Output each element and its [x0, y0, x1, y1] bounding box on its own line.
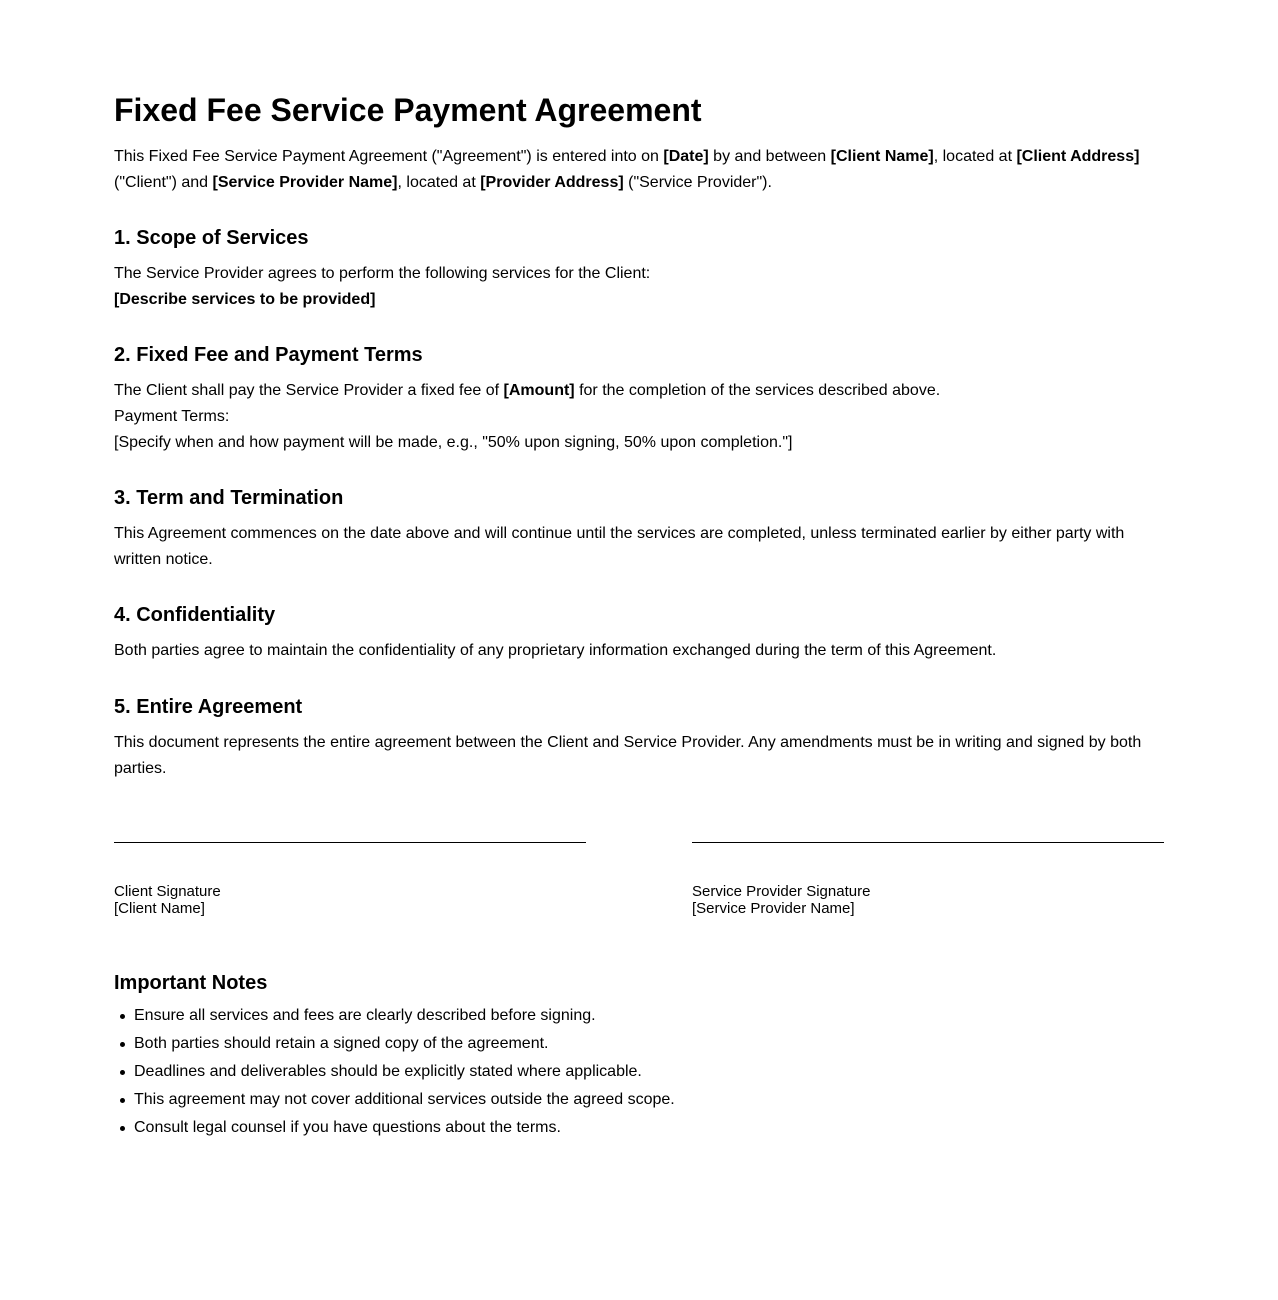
list-item: Consult legal counsel if you have questions about the terms. — [134, 1114, 675, 1142]
provider-name-placeholder: [Service Provider Name] — [212, 174, 398, 191]
document-title: Fixed Fee Service Payment Agreement — [114, 92, 702, 128]
client-signature-name: [Client Name] — [114, 900, 205, 917]
section-heading-fee: 2. Fixed Fee and Payment Terms — [114, 344, 423, 366]
fee-paragraph: The Client shall pay the Service Provider a fixed fee of [Amount] for the completion of the services described above. Payment Terms: [Specify when and how payment will be made, e.g., "50% upon signing, 50% upon completion."] — [114, 378, 1164, 456]
client-address-placeholder: [Client Address] — [1016, 148, 1140, 165]
entire-agreement-paragraph: This document represents the entire agreement between the Client and Service Provider. Any amendments must be in writing and signed by both parties. — [114, 734, 1142, 777]
list-item: Deadlines and deliverables should be explicitly stated where applicable. — [134, 1058, 675, 1086]
section-heading-confidentiality: 4. Confidentiality — [114, 604, 276, 626]
important-notes-list — [114, 1002, 675, 1142]
provider-signature-line — [692, 842, 1164, 843]
provider-signature-label: Service Provider Signature — [692, 883, 871, 900]
section-heading-scope: 1. Scope of Services — [114, 227, 309, 249]
provider-signature-name: [Service Provider Name] — [692, 900, 855, 917]
scope-paragraph: The Service Provider agrees to perform the following services for the Client: [Describe services to be provided] — [114, 265, 651, 308]
amount-placeholder: [Amount] — [503, 382, 575, 399]
confidentiality-paragraph: Both parties agree to maintain the confidentiality of any proprietary information exchanged during the term of this Agreement. — [114, 642, 997, 659]
list-item: Ensure all services and fees are clearly described before signing. — [134, 1002, 675, 1030]
list-item: This agreement may not cover additional services outside the agreed scope. — [134, 1086, 675, 1114]
payment-terms-placeholder: [Specify when and how payment will be made, e.g., "50% upon signing, 50% upon completion."] — [114, 434, 793, 451]
provider-signature-block — [692, 883, 870, 917]
intro-line-2: ("Client") and [Service Provider Name], located at [Provider Address] ("Service Provider"). — [114, 174, 772, 191]
intro-line-1: This Fixed Fee Service Payment Agreement ("Agreement") is entered into on [Date] by and between [Client Name], located at [Client Address] — [114, 148, 1140, 165]
client-signature-label: Client Signature — [114, 883, 221, 900]
date-placeholder: [Date] — [663, 148, 709, 165]
section-heading-term: 3. Term and Termination — [114, 487, 344, 509]
client-name-placeholder: [Client Name] — [830, 148, 934, 165]
client-signature-line — [114, 842, 586, 843]
intro-paragraph — [114, 144, 1164, 196]
list-item: Both parties should retain a signed copy of the agreement. — [134, 1030, 675, 1058]
client-signature-block — [114, 883, 221, 917]
provider-address-placeholder: [Provider Address] — [480, 174, 624, 191]
services-placeholder: [Describe services to be provided] — [114, 291, 376, 308]
section-heading-entire-agreement: 5. Entire Agreement — [114, 696, 303, 718]
term-paragraph: This Agreement commences on the date above and will continue until the services are completed, unless terminated earlier by either party with written notice. — [114, 525, 1125, 568]
important-notes-title: Important Notes — [114, 972, 268, 994]
